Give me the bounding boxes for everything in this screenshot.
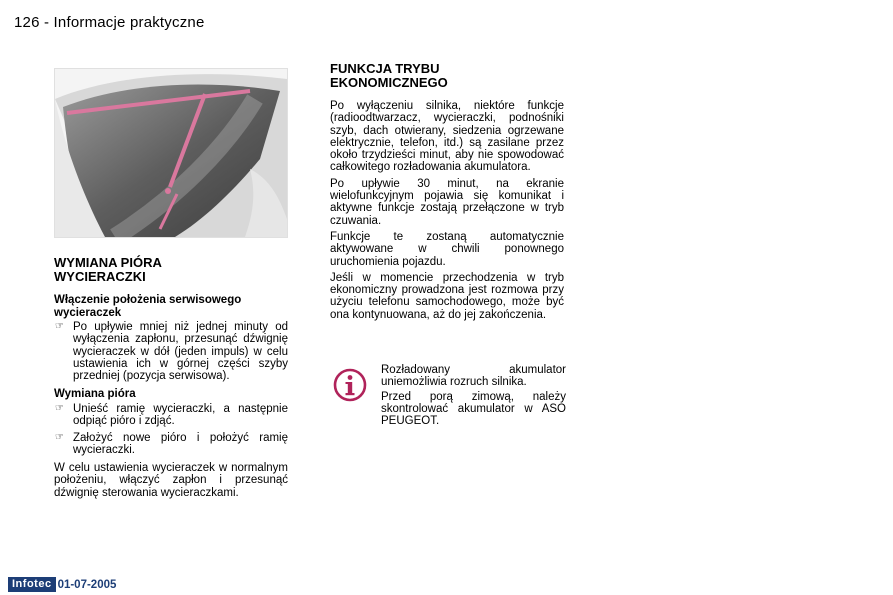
title-line: WYMIANA PIÓRA [54,255,162,270]
wiper-replacement-section [54,256,288,503]
page-header: 126 - Informacje praktyczne [14,14,205,31]
subheading-line: Włączenie położenia serwisowego [54,294,242,306]
list-item-text: Po upływie mniej niż jednej minuty od wyłączenia zapłonu, przesunąć dźwignię wycieraczek w dół (jeden impuls) w celu ustawienia ich w górnej części szyby przedniej (pozycja serwisowa). [73,321,288,383]
title-line: FUNKCJA TRYBU [330,61,440,76]
wiper-drawing [55,69,287,237]
section-title-wiper [54,256,288,284]
footer-date: 01-07-2005 [57,578,117,591]
subheading-service-position [54,294,288,319]
infotec-logo: Infotec [8,577,56,592]
info-note [330,364,566,429]
body-paragraph: Po upływie 30 minut, na ekranie wielofunkcyjnym pojawia się komunikat i aktywne funkcje zostają przełączone w tryb czuwania. [330,177,564,227]
pointing-hand-icon: ☞ [55,321,64,332]
bullet-list [54,321,288,382]
pointing-hand-icon: ☞ [55,431,64,443]
body-paragraph: Jeśli w momencie przechodzenia w tryb ekonomiczny prowadzona jest rozmowa przy użyciu telefonu samochodowego, może być ona kontynuowana, aż do jej zakończenia. [330,271,564,321]
list-item-text: Założyć nowe pióro i położyć ramię wycieraczki. [73,431,288,456]
note-text: Przed porą zimową, należy skontrolować akumulator w ASO PEUGEOT. [381,390,566,428]
list-item [54,403,288,428]
info-icon [333,368,367,402]
list-item [54,432,288,457]
subheading-blade-replacement: Wymiana pióra [54,388,136,401]
section-title-economy [330,62,564,90]
economy-mode-section [330,62,564,325]
title-line: EKONOMICZNEGO [330,75,448,90]
list-item-text: Unieść ramię wycieraczki, a następnie odpiąć pióro i zdjąć. [73,402,288,428]
body-paragraph: Funkcje te zostaną automatycznie aktywowane w chwili ponownego uruchomienia pojazdu. [330,230,564,268]
windshield-wiper-illustration [54,68,288,238]
bullet-list [54,403,288,456]
page-footer [8,577,116,592]
title-line: WYCIERACZKI [54,269,146,284]
body-paragraph: Po wyłączeniu silnika, niektóre funkcje (radioodtwarzacz, wycieraczki, podnośniki szyb, dach otwierany, siedzenia ogrzewane elektrycznie, telefon, itd.) są zasilane przez około trzydzieści minut, aby nie spowodować całkowitego rozładowania akumulatora. [330,100,564,174]
note-text: Rozładowany akumulator uniemożliwia rozruch silnika. [381,364,566,389]
subheading-line: wycieraczek [54,306,122,319]
body-paragraph: W celu ustawienia wycieraczek w normalnym położeniu, włączyć zapłon i przesunąć dźwignię sterowania wycieraczkami. [54,462,288,499]
pointing-hand-icon: ☞ [55,402,64,414]
list-item [54,321,288,382]
